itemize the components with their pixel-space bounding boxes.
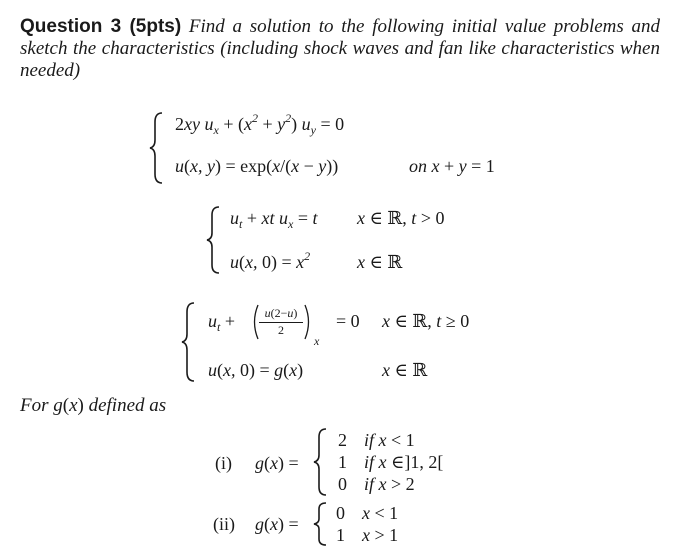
system3-ic: u(x, 0) = g(x) [208, 360, 304, 380]
case-ii-cond-1: x < 1 [362, 503, 399, 523]
case-ii-value-1: 0 [336, 503, 345, 523]
question-text: Find a solution to the following initial value problems and sketch the characteristics (including shock waves and fan like characteristics when needed) [20, 16, 661, 81]
system3-pde-suffix: = 0 [336, 311, 360, 331]
system2-pde: $u_t$ + xt $u_x = t$ [230, 208, 318, 231]
question-heading: Question 3 (5pts) [20, 16, 182, 37]
case-ii-value-2: 1 [336, 525, 345, 545]
case-ii-cond-2: x > 1 [362, 525, 399, 545]
case-i-cond-1: if x < 1 [364, 430, 415, 450]
system3-ic-domain: x ∈ ℝ [382, 360, 428, 380]
system1-ic-domain: on x + y = 1 [409, 156, 495, 176]
case-ii-brace [312, 502, 330, 546]
case-i-cond-2: if x ∈]1, 2[ [364, 452, 444, 472]
case-i-lhs: g(x) = [255, 453, 299, 473]
system3-flux-subscript: x [314, 334, 320, 348]
system3-pde-prefix: $u_t$ + [208, 311, 235, 334]
case-i-label: (i) [215, 453, 232, 473]
system2-ic-domain: x ∈ ℝ [357, 252, 403, 272]
case-ii-label: (ii) [213, 514, 235, 534]
g-defined-text: For g(x) defined as [20, 395, 167, 416]
system3-pde-domain: x ∈ ℝ, t ≥ 0 [382, 311, 470, 331]
case-i-value-1: 2 [338, 430, 347, 450]
system1-brace [148, 112, 166, 184]
case-i-cond-3: if x > 2 [364, 474, 415, 494]
system1-ic: u(x, y) = exp(x/(x − y)) [175, 156, 339, 176]
system2-brace [205, 206, 223, 274]
question-intro [20, 16, 660, 82]
system2-pde-domain: x ∈ ℝ, t > 0 [357, 208, 445, 228]
system3-flux-denominator: 2 [278, 323, 284, 337]
system1-pde: 2xy $u_x + (x^2 + y^2) u_y = 0$ [175, 111, 345, 137]
case-i-brace [312, 428, 330, 496]
system3-flux-numerator: u(2−u) [264, 306, 298, 320]
system3-brace [180, 302, 198, 382]
case-ii-lhs: g(x) = [255, 514, 299, 534]
case-i-value-3: 0 [338, 474, 347, 494]
system2-ic: u(x, $0) = x^2$ [230, 249, 311, 272]
system3-right-paren [303, 304, 313, 340]
case-i-value-2: 1 [338, 452, 347, 472]
